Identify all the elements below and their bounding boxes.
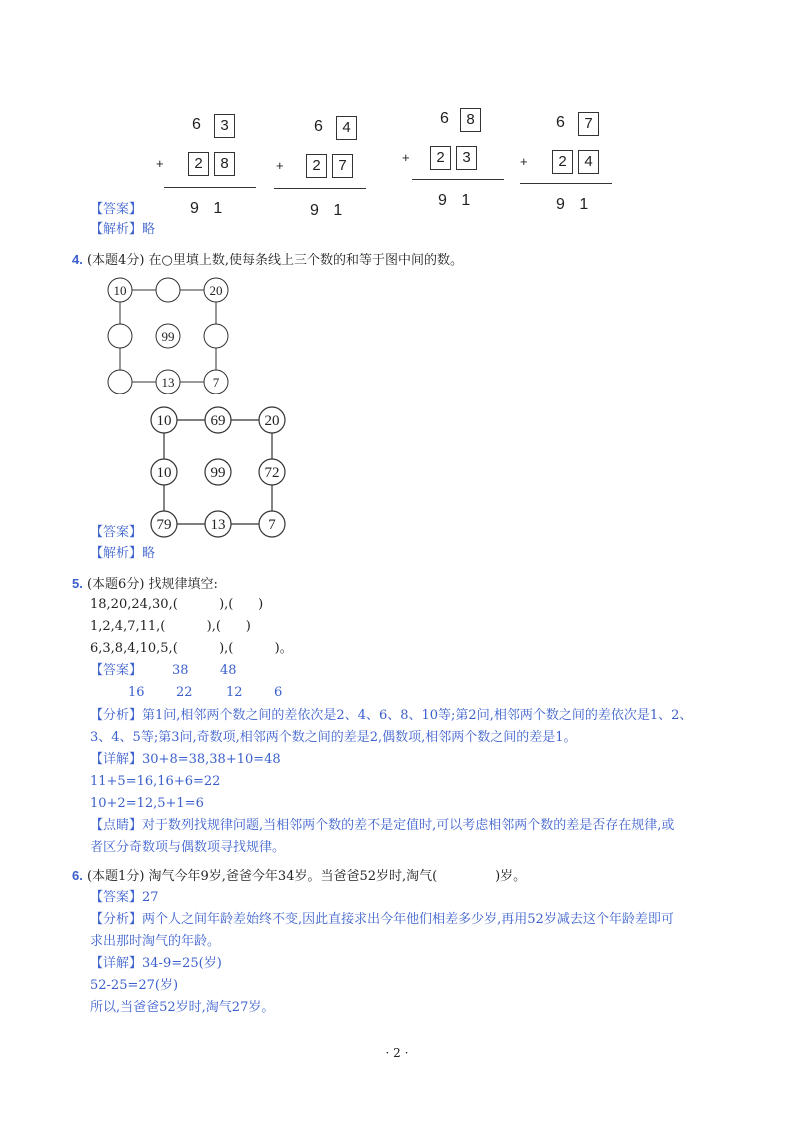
grid-circle-blank — [204, 324, 228, 348]
top-digit: 6 — [440, 110, 449, 127]
answer-label: 【答案】 — [90, 663, 143, 678]
answer-value: 22 — [176, 685, 193, 700]
q4-analysis — [90, 544, 155, 564]
top-digit: 6 — [314, 118, 323, 135]
answer-value: 27 — [142, 890, 159, 905]
question-number: 5. — [72, 576, 83, 591]
dianjing-text: 对于数列找规律问题,当相邻两个数的差不是定值时,可以考虑相邻两个数的差是否存在规律,或 — [142, 818, 675, 833]
answer-value: 48 — [220, 663, 237, 678]
dianjing-label: 【点睛】 — [90, 818, 143, 833]
xiangjie-text: 34-9=25(岁) — [142, 956, 222, 971]
grid-value: 69 — [210, 413, 226, 429]
q6-answer — [90, 888, 159, 908]
grid-value: 7 — [268, 517, 276, 533]
q6-xiangjie-3: 所以,当爸爸52岁时,淘气27岁。 — [90, 1000, 275, 1015]
sum-line — [520, 183, 612, 184]
grid-value: 13 — [161, 375, 175, 390]
q5-fenxi-2: 3、4、5等;第3问,奇数项,相邻两个数之间的差是2,偶数项,相邻两个数之间的差是1。 — [90, 730, 577, 745]
grid-center-value: 99 — [161, 329, 175, 344]
result: 9 1 — [438, 192, 471, 209]
q5-question — [72, 574, 218, 595]
grid-center-value: 99 — [210, 465, 226, 481]
sequence-2: 1,2,4,7,11,( ),( ) — [90, 619, 251, 634]
grid-value: 13 — [210, 517, 226, 533]
top-digit: 6 — [556, 114, 565, 131]
page-number: · 2 · — [385, 1046, 409, 1060]
analysis-label: 【解析】 — [90, 222, 143, 237]
xiangjie-text: 30+8=38,38+10=48 — [142, 752, 281, 767]
answer-label: 【答案】 — [90, 890, 143, 905]
result: 9 1 — [556, 196, 589, 213]
answer-box: 7 — [578, 112, 599, 136]
plus-sign: + — [402, 150, 410, 165]
q4-question — [72, 250, 463, 271]
result: 9 1 — [190, 200, 223, 217]
plus-sign: + — [156, 156, 164, 171]
fenxi-label: 【分析】 — [90, 912, 143, 927]
grid-value: 7 — [212, 375, 220, 390]
q5-answer-row1 — [90, 661, 237, 681]
sum-line — [412, 179, 504, 180]
grid-value: 72 — [264, 465, 280, 481]
grid-value: 20 — [264, 413, 280, 429]
plus-sign: + — [520, 154, 528, 169]
grid-value: 10 — [156, 413, 172, 429]
answer-box: 8 — [460, 108, 481, 132]
q5-xiangjie-3: 10+2=12,5+1=6 — [90, 796, 204, 811]
fenxi-text: 两个人之间年龄差始终不变,因此直接求出今年他们相差多少岁,再用52岁减去这个年龄差即可 — [142, 912, 674, 927]
addition-problem — [514, 110, 624, 220]
q6-fenxi-1 — [90, 910, 674, 930]
sequence-3: 6,3,8,4,10,5,( ),( )。 — [90, 641, 293, 656]
sequence-1: 18,20,24,30,( ),( ) — [90, 597, 264, 612]
grid-value: 10 — [113, 283, 127, 298]
q5-xiangjie-1 — [90, 750, 281, 770]
question-text: (本题1分) 淘气今年9岁,爸爸今年34岁。当爸爸52岁时,淘气( )岁。 — [86, 869, 527, 884]
answer-box: 7 — [332, 154, 353, 178]
addition-problem — [268, 114, 378, 224]
answer-box: 2 — [306, 154, 327, 178]
sum-line — [164, 187, 256, 188]
question-number: 6. — [72, 868, 83, 883]
grid-circle-blank — [108, 324, 132, 348]
grid-circle-blank — [156, 278, 180, 302]
q3-answer-label: 【答案】 — [90, 202, 143, 217]
answer-value: 12 — [226, 685, 243, 700]
number-grid-answer — [146, 402, 296, 542]
answer-box: 4 — [578, 150, 599, 174]
q6-xiangjie-2: 52-25=27(岁) — [90, 978, 179, 993]
fenxi-label: 【分析】 — [90, 708, 143, 723]
plus-sign: + — [276, 158, 284, 173]
fenxi-text: 第1问,相邻两个数之间的差依次是2、4、6、8、10等;第2问,相邻两个数之间的差依次是1、2、 — [142, 708, 693, 723]
sum-line — [274, 188, 366, 189]
q6-fenxi-2: 求出那时淘气的年龄。 — [90, 934, 221, 949]
grid-circle-blank — [108, 370, 132, 394]
q5-dianjing-2: 者区分奇数项与偶数项寻找规律。 — [90, 840, 286, 855]
q6-question — [72, 866, 526, 887]
q5-fenxi-1 — [90, 706, 692, 726]
addition-problem — [150, 112, 260, 222]
answer-box: 2 — [430, 146, 451, 170]
question-text: (本题4分) 在○里填上数,使每条线上三个数的和等于图中间的数。 — [86, 253, 464, 268]
q3-analysis — [90, 220, 155, 240]
answer-value: 6 — [274, 685, 283, 700]
q6-xiangjie-1 — [90, 954, 222, 974]
answer-box: 8 — [214, 152, 235, 176]
result: 9 1 — [310, 202, 343, 219]
answer-box: 2 — [188, 152, 209, 176]
number-grid-question — [100, 274, 240, 394]
analysis-text: 略 — [142, 222, 156, 237]
answer-box: 4 — [336, 116, 357, 140]
xiangjie-label: 【详解】 — [90, 752, 143, 767]
question-text: (本题6分) 找规律填空: — [86, 577, 218, 592]
analysis-text: 略 — [142, 546, 156, 561]
answer-value: 16 — [128, 685, 145, 700]
answer-box: 3 — [456, 146, 477, 170]
q5-xiangjie-2: 11+5=16,16+6=22 — [90, 774, 221, 789]
answer-box: 2 — [552, 150, 573, 174]
grid-value: 79 — [156, 517, 172, 533]
grid-value: 10 — [156, 465, 172, 481]
xiangjie-label: 【详解】 — [90, 956, 143, 971]
top-digit: 6 — [192, 116, 201, 133]
question-number: 4. — [72, 252, 83, 267]
grid-value: 20 — [209, 283, 223, 298]
q5-dianjing-1 — [90, 816, 674, 836]
addition-problem — [398, 106, 508, 216]
q4-answer-label: 【答案】 — [90, 525, 143, 540]
answer-value: 38 — [172, 663, 189, 678]
answer-box: 3 — [214, 114, 235, 138]
analysis-label: 【解析】 — [90, 546, 143, 561]
